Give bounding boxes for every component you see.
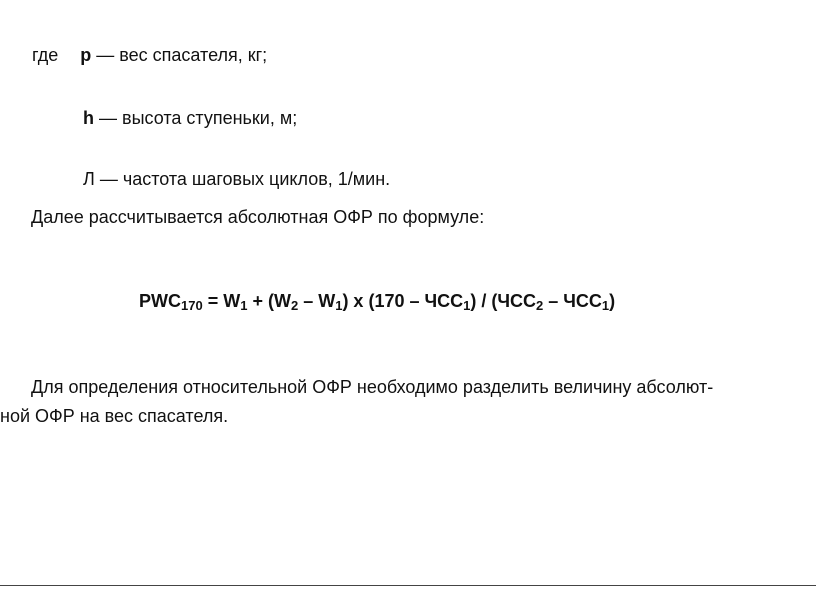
symbol-l: Л <box>83 169 95 189</box>
definition-weight-text: — вес спасателя, кг; <box>91 45 268 65</box>
where-label: где <box>32 45 59 65</box>
symbol-p: р <box>80 45 92 65</box>
definition-height-text: — высота ступеньки, м; <box>94 108 298 128</box>
paragraph-relative-ofr-line1: Для определения относительной ОФР необходимо разделить величину абсолют- <box>31 377 714 397</box>
symbol-h: h <box>83 108 94 128</box>
definition-weight <box>32 44 267 66</box>
bottom-divider <box>0 585 816 586</box>
definition-frequency <box>83 168 390 190</box>
pwc-formula: $PWC_{170} = W_1 + (W_2 - W_1)$ х $(170 - ЧСС_1) / (ЧСС_2 - ЧСС_1)$ <box>139 291 616 313</box>
definition-height <box>83 107 297 129</box>
paragraph-absolute-ofr: Далее рассчитывается абсолютная ОФР по формуле: <box>31 207 485 227</box>
paragraph-relative-ofr-line2: ной ОФР на вес спасателя. <box>0 406 229 426</box>
definition-frequency-text: — частота шаговых циклов, 1/мин. <box>94 169 391 189</box>
